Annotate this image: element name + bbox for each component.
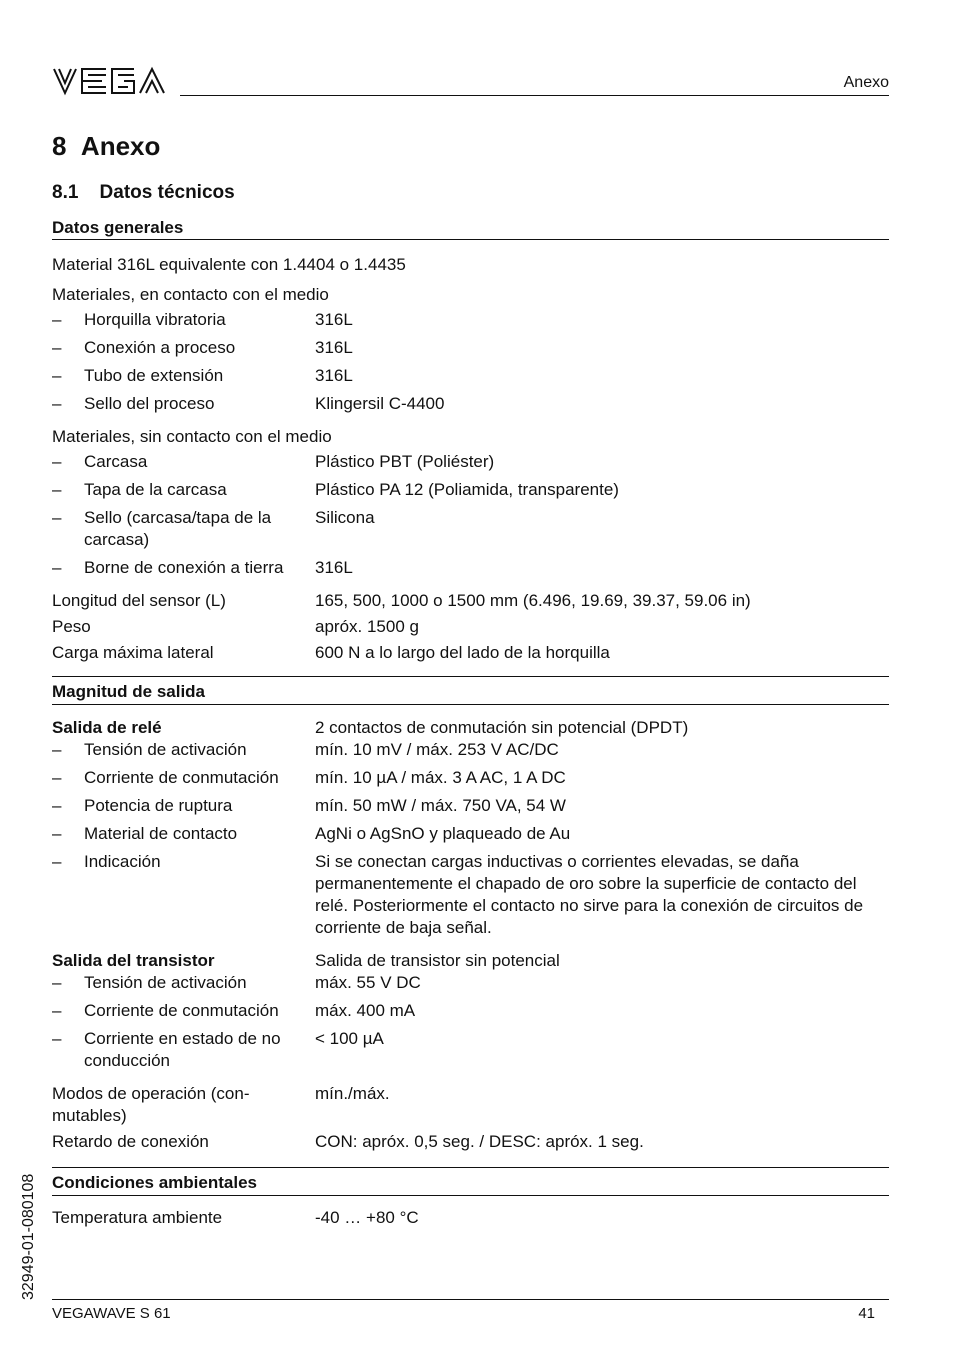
relay-value: 2 contactos de conmutación sin potencial (DPDT) <box>315 718 689 737</box>
section-name: Datos técnicos <box>99 182 235 203</box>
spec-row <box>52 616 889 638</box>
section-number: 8.1 <box>52 182 79 203</box>
spec-value: 600 N a lo largo del lado de la horquilla <box>315 643 610 662</box>
spec-value: máx. 400 mA <box>315 1001 416 1020</box>
dash: – <box>52 768 62 787</box>
spec-value: AgNi o AgSnO y plaqueado de Au <box>315 824 571 843</box>
spec-value: 316L <box>315 366 353 385</box>
spec-label: Tensión de activación <box>84 740 247 759</box>
spec-value: -40 … +80 °C <box>315 1208 419 1227</box>
spec-value: 316L <box>315 558 353 577</box>
spec-row <box>52 309 889 331</box>
spec-label: Tapa de la carcasa <box>84 480 227 499</box>
spec-value: Plástico PBT (Poliéster) <box>315 452 495 471</box>
spec-value: 316L <box>315 310 353 329</box>
spec-label: Indicación <box>84 852 161 871</box>
spec-value: 316L <box>315 338 353 357</box>
spec-row <box>52 507 889 551</box>
chapter-title <box>52 130 160 162</box>
vega-logo <box>52 66 168 96</box>
transistor-value: Salida de transistor sin potencial <box>315 951 560 970</box>
spec-label: Corriente de conmutación <box>84 1001 279 1020</box>
footer-product: VEGAWAVE S 61 <box>52 1305 171 1322</box>
nonwetted-title: Materiales, sin contacto con el medio <box>52 427 332 446</box>
spec-label: Corriente de conmutación <box>84 768 279 787</box>
spec-row <box>52 479 889 501</box>
header-rule <box>180 95 889 96</box>
transistor-label: Salida del transistor <box>52 951 215 970</box>
dash: – <box>52 480 62 499</box>
spec-value: mín. 10 µA / máx. 3 A AC, 1 A DC <box>315 768 566 787</box>
dash: – <box>52 452 62 471</box>
spec-value: mín./máx. <box>315 1084 390 1103</box>
spec-label: Carga máxima lateral <box>52 643 214 662</box>
spec-row <box>52 739 889 761</box>
spec-value: Si se conectan cargas inductivas o corrientes elevadas, se daña permanentemente el chapado de oro sobre la superficie de contacto del relé. Posteriormente el contacto no sirve para la conexión de circuitos de corriente de baja señal. <box>315 852 864 937</box>
spec-label: Carcasa <box>84 452 148 471</box>
dash: – <box>52 310 62 329</box>
spec-label: Horquilla vibratoria <box>84 310 226 329</box>
spec-value: apróx. 1500 g <box>315 617 419 636</box>
spec-label: Sello (carcasa/tapa de la carcasa) <box>84 508 272 549</box>
spec-row <box>52 451 889 473</box>
spec-value: 165, 500, 1000 o 1500 mm (6.496, 19.69, 39.37, 59.06 in) <box>315 591 751 610</box>
spec-row <box>52 767 889 789</box>
spec-label: Corriente en estado de no conducción <box>84 1029 281 1070</box>
spec-row <box>52 337 889 359</box>
spec-label: Peso <box>52 617 91 636</box>
spec-row <box>52 972 889 994</box>
spec-row <box>52 365 889 387</box>
dash: – <box>52 973 62 992</box>
spec-row <box>52 795 889 817</box>
spec-value: < 100 µA <box>315 1029 384 1048</box>
dash: – <box>52 1029 62 1048</box>
header-section-name: Anexo <box>843 74 889 91</box>
nonwetted-heading <box>52 426 889 448</box>
spec-value: CON: apróx. 0,5 seg. / DESC: apróx. 1 seg. <box>315 1132 644 1151</box>
dash: – <box>52 740 62 759</box>
tech-data <box>52 216 889 1229</box>
dash: – <box>52 338 62 357</box>
wetted-heading <box>52 284 889 306</box>
spec-row <box>52 557 889 579</box>
spec-row <box>52 393 889 415</box>
dash: – <box>52 852 62 871</box>
relay-label: Salida de relé <box>52 718 162 737</box>
spec-row <box>52 1028 889 1072</box>
spec-row <box>52 642 889 664</box>
spec-label: Conexión a proceso <box>84 338 236 357</box>
material-text: Material 316L equivalente con 1.4404 o 1.4435 <box>52 255 406 274</box>
wetted-title: Materiales, en contacto con el medio <box>52 285 329 304</box>
dash: – <box>52 558 62 577</box>
material-note <box>52 254 889 276</box>
spec-value: máx. 55 V DC <box>315 973 421 992</box>
spec-row <box>52 851 889 939</box>
spec-label: Borne de conexión a tierra <box>84 558 284 577</box>
chapter-number: 8 <box>52 131 67 161</box>
spec-label: Tensión de activación <box>84 973 247 992</box>
spec-label: Temperatura ambiente <box>52 1208 223 1227</box>
spec-value: mín. 10 mV / máx. 253 V AC/DC <box>315 740 559 759</box>
spec-label: Retardo de conexión <box>52 1132 209 1151</box>
relay-row <box>52 717 889 739</box>
spec-label: Longitud del sensor (L) <box>52 591 226 610</box>
spec-row <box>52 1083 889 1127</box>
document-code: 32949-01-080108 <box>20 1173 37 1300</box>
dash: – <box>52 508 62 527</box>
spec-row <box>52 823 889 845</box>
dash: – <box>52 366 62 385</box>
dash: – <box>52 394 62 413</box>
spec-value: Plástico PA 12 (Poliamida, transparente) <box>315 480 619 499</box>
spec-value: Klingersil C-4400 <box>315 394 445 413</box>
dash: – <box>52 796 62 815</box>
spec-label: Sello del proceso <box>84 394 215 413</box>
footer-rule <box>52 1299 889 1300</box>
output-heading: Magnitud de salida <box>52 676 889 705</box>
spec-row <box>52 590 889 612</box>
spec-value: mín. 50 mW / máx. 750 VA, 54 W <box>315 796 566 815</box>
spec-label: Material de contacto <box>84 824 238 843</box>
spec-label: Tubo de extensión <box>84 366 224 385</box>
spec-row <box>52 1131 889 1153</box>
spec-row <box>52 1207 889 1229</box>
spec-row <box>52 1000 889 1022</box>
transistor-row <box>52 950 889 972</box>
page-number: 41 <box>858 1305 875 1322</box>
spec-label: Potencia de ruptura <box>84 796 233 815</box>
spec-label: Modos de operación (con-mutables) <box>52 1084 250 1125</box>
spec-value: Silicona <box>315 508 375 527</box>
section-title <box>52 181 235 205</box>
ambient-heading: Condiciones ambientales <box>52 1167 889 1196</box>
chapter-name: Anexo <box>80 131 161 161</box>
dash: – <box>52 824 62 843</box>
general-heading: Datos generales <box>52 216 889 240</box>
dash: – <box>52 1001 62 1020</box>
